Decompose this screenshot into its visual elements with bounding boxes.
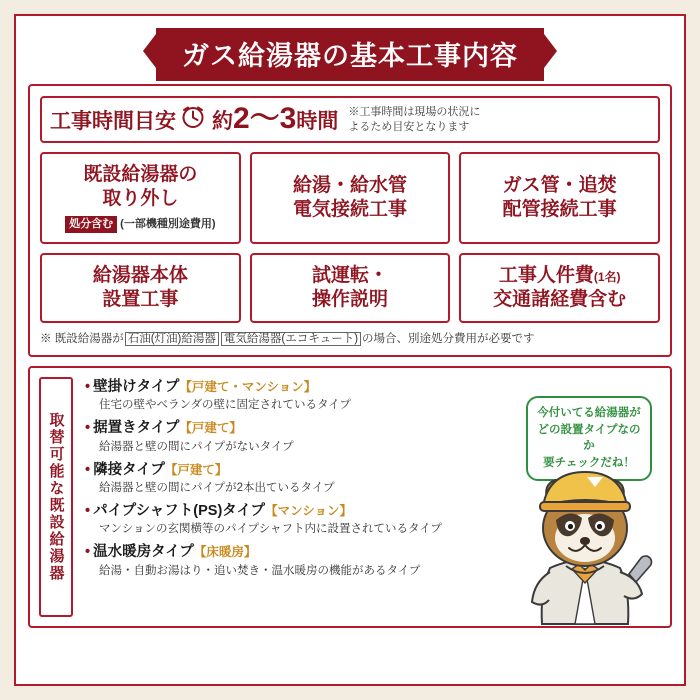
- work-item-line1: 給湯器本体: [92, 265, 188, 287]
- bullet-icon: •: [85, 461, 91, 478]
- work-time-label: 工事時間目安: [50, 109, 176, 133]
- type-description: マンションの玄関横等のパイプシャフト内に設置されているタイプ: [99, 523, 442, 536]
- replaceable-types-box: [28, 366, 672, 628]
- type-name: 壁掛けタイプ: [93, 378, 180, 395]
- raccoon-mascot-icon: [510, 456, 660, 626]
- bullet-icon: •: [85, 544, 91, 561]
- type-name: 据置きタイプ: [93, 420, 180, 437]
- work-time-note: [348, 105, 480, 134]
- work-item-line1-small: (1名): [593, 270, 621, 285]
- work-time-note-line1: ※工事時間は現場の状況に: [348, 106, 481, 119]
- work-item-tag: 処分含む: [65, 216, 117, 234]
- work-item-tagline: [65, 216, 215, 234]
- type-heading: [85, 379, 661, 396]
- work-item-cell: [250, 253, 451, 323]
- footnote-suffix: の場合、別途処分費用が必要です: [362, 332, 535, 345]
- bullet-icon: •: [85, 502, 91, 519]
- work-item-line1-row: [499, 264, 621, 288]
- work-time-value: [212, 104, 338, 135]
- work-item-cell: [40, 152, 241, 244]
- work-item-cell: [459, 253, 660, 323]
- work-item-line2: 交通諸経費含む: [493, 289, 627, 310]
- type-bracket: 【床暖房】: [193, 545, 257, 560]
- footnote-prefix: ※ 既設給湯器が: [40, 332, 124, 345]
- work-item-line2: 取り外し: [102, 187, 179, 209]
- bullet-icon: •: [85, 378, 91, 395]
- clock-icon: [180, 104, 206, 135]
- work-item-line2: 設置工事: [102, 289, 179, 310]
- work-item-line2: 電気接続工事: [292, 199, 407, 221]
- type-description: 住宅の壁やベランダの壁に固定されているタイプ: [99, 399, 351, 412]
- type-name: 温水暖房タイプ: [93, 544, 194, 561]
- work-time-number: 2〜3: [233, 102, 297, 135]
- speech-bubble-line3: 要チェックだね！: [543, 456, 635, 469]
- type-description: 給湯器と壁の間にパイプが2本出ているタイプ: [99, 481, 335, 494]
- type-bracket: 【戸建て・マンション】: [179, 379, 317, 394]
- work-item-line1: 試運転・: [311, 265, 388, 287]
- work-item-tag-note: (一部機種別途費用): [120, 217, 216, 230]
- footnote-boxed-1: 石油(灯油)給湯器: [125, 332, 219, 346]
- work-time-suffix: 時間: [296, 110, 339, 133]
- work-item-line1: ガス管・追焚: [502, 175, 617, 197]
- type-bracket: 【戸建て】: [164, 462, 228, 477]
- footnote: [40, 331, 660, 347]
- work-item-cell: [459, 152, 660, 244]
- work-item-line1: 既設給湯器の: [83, 164, 198, 185]
- title-banner-wrap: [28, 28, 672, 74]
- work-item-line2: 操作説明: [311, 289, 388, 310]
- type-description: 給湯器と壁の間にパイプがないタイプ: [99, 440, 294, 453]
- work-time-note-line2: よるため目安となります: [348, 120, 470, 133]
- work-item-line2: 配管接続工事: [502, 199, 617, 221]
- type-bracket: 【マンション】: [265, 503, 353, 518]
- speech-bubble-line2: どの設置タイプなのか: [537, 423, 641, 453]
- work-item-cell: [250, 152, 451, 244]
- type-name: 隣接タイプ: [93, 461, 165, 478]
- work-item-grid: [40, 152, 660, 323]
- work-time-prefix: 約: [212, 110, 233, 133]
- bullet-icon: •: [85, 420, 91, 437]
- basic-work-box: [28, 84, 672, 357]
- footnote-boxed-2: 電気給湯器(エコキュート): [221, 332, 361, 346]
- speech-bubble-line1: 今付いてる給湯器が: [537, 406, 641, 419]
- work-time-row: [40, 96, 660, 143]
- content-sheet: [14, 14, 686, 686]
- work-item-line1: 工事人件費: [498, 265, 594, 287]
- page-title: ガス給湯器の基本工事内容: [156, 28, 544, 81]
- work-item-cell: [40, 253, 241, 323]
- replaceable-types-vertical-label: 取替可能な既設給湯器: [39, 377, 73, 617]
- type-description: 給湯・自動お湯はり・追い焚き・温水暖房の機能があるタイプ: [99, 564, 421, 577]
- work-item-line1: 給湯・給水管: [292, 175, 407, 197]
- type-bracket: 【戸建て】: [179, 421, 242, 436]
- type-name: パイプシャフト(PS)タイプ: [93, 502, 266, 519]
